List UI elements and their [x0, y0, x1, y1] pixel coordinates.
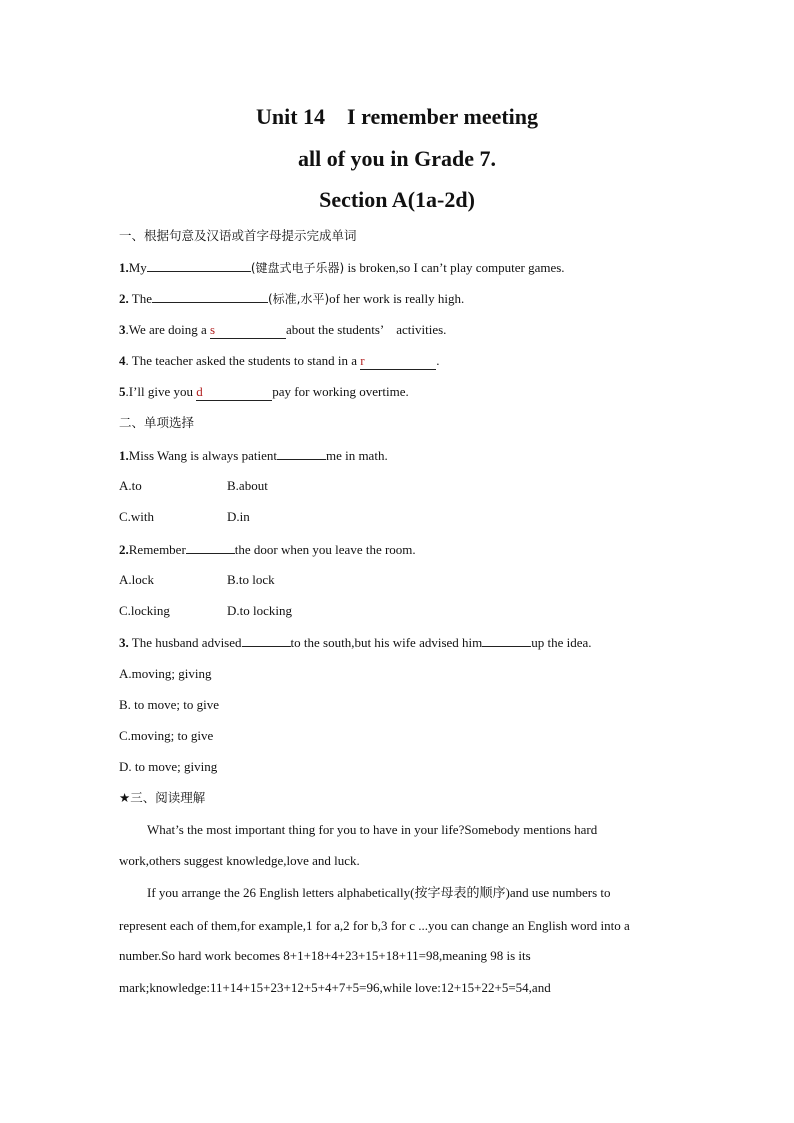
- s2-q3-text-pre: The husband advised: [128, 635, 242, 650]
- s2-q2-text-post: the door when you leave the room.: [234, 542, 416, 557]
- s1-q4-text-post: .: [436, 353, 440, 368]
- s2-q2-option-c[interactable]: C.locking: [119, 603, 170, 618]
- reading-paragraph-2-line-2: represent each of them,for example,1 for a,2 for b,3 for c ...you can change an English word into a: [119, 918, 630, 933]
- s2-q3-option-c[interactable]: C.moving; to give: [119, 728, 214, 743]
- s1-q4-initial-letter: r: [360, 353, 365, 368]
- s2-q2-option-d[interactable]: D.to locking: [227, 603, 292, 618]
- section3-heading: [119, 790, 205, 806]
- s2-q1-option-b[interactable]: B.about: [227, 478, 268, 493]
- s2-q2-number: 2.: [119, 542, 129, 557]
- s1-question-2: [119, 290, 464, 307]
- s1-q5-initial-letter: d: [196, 384, 203, 399]
- s2-q2-answer-blank[interactable]: [186, 541, 235, 554]
- title-line-1: Unit 14 I remember meeting: [255, 104, 539, 129]
- s2-q2-option-a[interactable]: A.lock: [119, 572, 155, 587]
- s1-q5-text-pre: .I’ll give you: [125, 384, 197, 399]
- s2-q3-option-b[interactable]: B. to move; to give: [119, 697, 220, 712]
- s2-q2-text-pre: Remember: [128, 542, 186, 557]
- s1-q2-text-post: of her work is really high.: [329, 291, 465, 306]
- s1-q3-initial-letter: s: [210, 322, 216, 337]
- s1-q1-answer-blank[interactable]: [147, 259, 251, 272]
- s2-question-1: [119, 447, 388, 464]
- s1-q5-answer-blank[interactable]: [196, 384, 272, 401]
- s1-question-1: [119, 259, 565, 276]
- s1-question-3: [119, 322, 446, 339]
- section2-heading: 二、单项选择: [119, 415, 195, 430]
- s2-q1-options-row-2: [119, 509, 419, 525]
- s1-q1-text-post: is broken,so I can’t play computer games.: [344, 260, 565, 275]
- s1-q3-answer-blank[interactable]: [210, 322, 286, 339]
- reading-paragraph-2-line-4: mark;knowledge:11+14+15+23+12+5+4+7+5=96,while love:12+15+22+5=54,and: [119, 980, 551, 995]
- s1-question-5: [119, 384, 409, 401]
- s1-q2-answer-blank[interactable]: [152, 290, 268, 303]
- reading-paragraph-1-line-2: work,others suggest knowledge,love and luck.: [119, 853, 360, 868]
- s2-q2-option-b[interactable]: B.to lock: [227, 572, 275, 587]
- s1-q1-chinese-hint: (键盘式电子乐器): [250, 261, 345, 275]
- s1-q5-text-post: pay for working overtime.: [272, 384, 409, 399]
- s1-q3-text-post: about the students’ activities.: [286, 322, 447, 337]
- s2-q3-text-mid: to the south,but his wife advised him: [290, 635, 483, 650]
- title-line-2: all of you in Grade 7.: [297, 146, 496, 171]
- s2-q2-options-row-2: [119, 603, 419, 619]
- s2-q2-options-row-1: [119, 572, 419, 588]
- s2-q3-option-d[interactable]: D. to move; giving: [119, 759, 218, 774]
- s1-q4-number: 4: [119, 353, 126, 368]
- s2-q1-text-pre: Miss Wang is always patient: [128, 448, 277, 463]
- section3-heading-text: 三、阅读理解: [130, 790, 206, 805]
- s2-q1-text-post: me in math.: [325, 448, 388, 463]
- s1-q3-number: 3: [119, 322, 126, 337]
- s1-q4-answer-blank[interactable]: [360, 353, 436, 370]
- s2-q1-option-d[interactable]: D.in: [227, 509, 250, 524]
- star-icon: ★: [119, 790, 131, 805]
- s2-question-2: [119, 541, 416, 558]
- reading-paragraph-1-line-1: What’s the most important thing for you to have in your life?Somebody mentions hard: [147, 822, 598, 837]
- s2-q3-answer-blank-1[interactable]: [242, 634, 291, 647]
- s2-q3-number: 3.: [119, 635, 129, 650]
- s2-q1-options-row-1: [119, 478, 419, 494]
- s1-question-4: [119, 353, 440, 370]
- s1-q3-text-pre: .We are doing a: [125, 322, 210, 337]
- reading-paragraph-2-line-3: number.So hard work becomes 8+1+18+4+23+15+18+11=98,meaning 98 is its: [119, 948, 531, 963]
- section1-heading: 一、根据句意及汉语或首字母提示完成单词: [119, 228, 357, 243]
- s2-q1-number: 1.: [119, 448, 129, 463]
- s1-q1-number: 1.: [119, 260, 129, 275]
- s1-q5-number: 5: [119, 384, 126, 399]
- s1-q1-text-pre: My: [128, 260, 147, 275]
- s1-q2-chinese-hint: (标准,水平): [267, 292, 330, 306]
- s2-q1-option-c[interactable]: C.with: [119, 509, 155, 524]
- s2-q1-option-a[interactable]: A.to: [119, 478, 142, 493]
- s1-q4-text-pre: . The teacher asked the students to stand in a: [125, 353, 361, 368]
- s1-q2-number: 2.: [119, 291, 129, 306]
- s2-question-3: [119, 634, 592, 651]
- s2-q1-answer-blank[interactable]: [277, 447, 326, 460]
- s1-q2-text-pre: The: [128, 291, 152, 306]
- s2-q3-option-a[interactable]: A.moving; giving: [119, 666, 212, 681]
- reading-paragraph-2-line-1: If you arrange the 26 English letters alphabetically(按字母表的顺序)and use numbers to: [147, 885, 611, 900]
- s2-q3-text-post: up the idea.: [531, 635, 592, 650]
- title-line-3: Section A(1a-2d): [319, 187, 475, 212]
- s2-q3-answer-blank-2[interactable]: [482, 634, 531, 647]
